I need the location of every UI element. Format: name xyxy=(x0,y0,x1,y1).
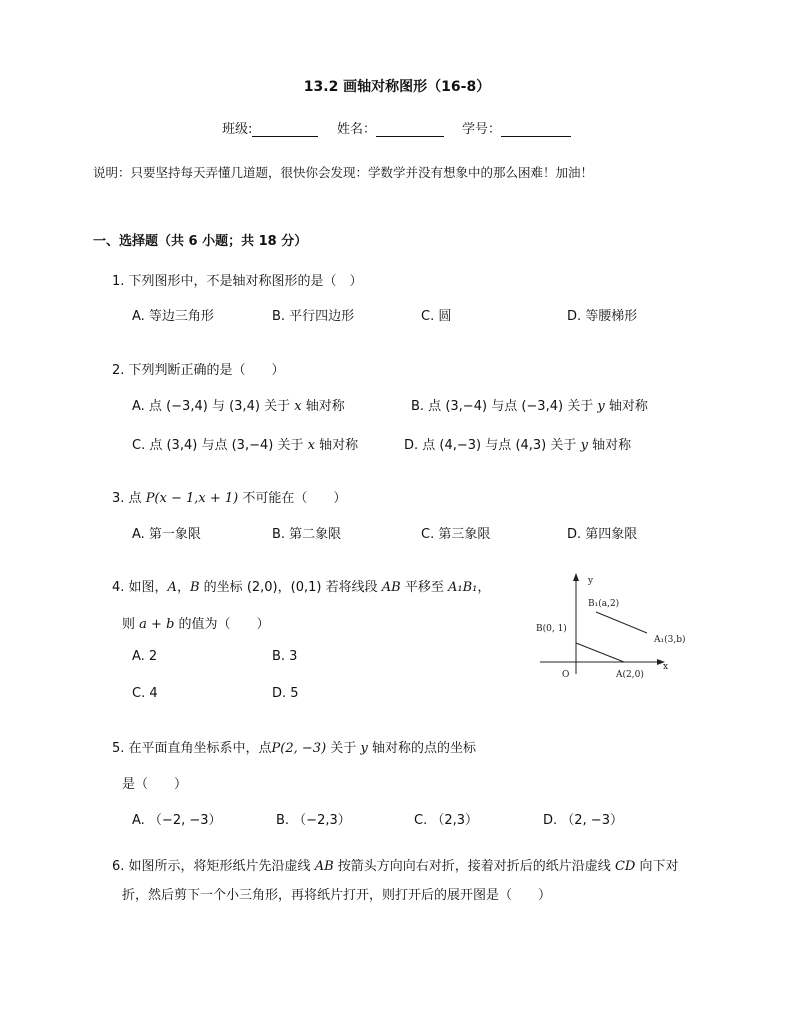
var: AB xyxy=(381,580,401,595)
text: 关于 xyxy=(330,741,357,756)
text: 4. 如图， xyxy=(112,580,168,595)
text: 不可能在（ ） xyxy=(242,491,347,506)
origin-label: O xyxy=(562,670,570,680)
q1-stem: 1. 下列图形中，不是轴对称图形的是（ ） xyxy=(112,274,363,289)
q4-option-a: A. 2 xyxy=(132,649,158,664)
x-axis-label: x xyxy=(663,662,669,672)
page-title: 13.2 画轴对称图形（16-8） xyxy=(303,79,491,95)
text: 与点 xyxy=(201,438,228,453)
text: 若将线段 xyxy=(325,580,378,595)
text: 平移至 xyxy=(404,580,444,595)
text: 向下对 xyxy=(639,859,679,874)
q2-option-d xyxy=(404,434,631,453)
text: ， xyxy=(277,580,291,595)
q2-stem: 2. 下列判断正确的是（ ） xyxy=(112,363,285,378)
coord: (0,1) xyxy=(290,580,322,595)
text: 轴对称的点的坐标 xyxy=(371,741,476,756)
text: 的值为（ ） xyxy=(178,617,270,632)
segment-a1b1 xyxy=(596,612,647,633)
q5-stem-line2: 是（ ） xyxy=(122,777,188,792)
text: 与 xyxy=(211,399,225,414)
coord: (3,4) xyxy=(229,399,260,414)
q2-option-a xyxy=(132,395,345,414)
q4-stem-line2 xyxy=(122,613,270,632)
text: 轴对称 xyxy=(305,399,345,414)
text: 与点 xyxy=(491,399,518,414)
q5-option-a: A. （−2, −3） xyxy=(132,813,222,828)
coordinate-figure xyxy=(530,570,686,685)
var: CD xyxy=(614,859,636,874)
y-axis-arrow xyxy=(573,573,579,581)
q1-option-b: B. 平行四边形 xyxy=(272,309,355,324)
point-a-label: A(2,0) xyxy=(616,670,644,680)
text: ， xyxy=(477,580,491,595)
coord: (3,−4) xyxy=(231,438,274,453)
text: 5. 在平面直角坐标系中，点 xyxy=(112,741,272,756)
q3-stem xyxy=(112,487,346,506)
q4-stem-line1 xyxy=(112,576,490,595)
id-blank xyxy=(501,122,571,137)
axis-var: x xyxy=(294,399,302,414)
q1-option-c: C. 圆 xyxy=(421,309,452,324)
q3-option-d: D. 第四象限 xyxy=(567,527,638,542)
q3-option-a: A. 第一象限 xyxy=(132,527,201,542)
q5-stem-line1 xyxy=(112,737,476,756)
point-b-label: B(0, 1) xyxy=(536,624,567,634)
id-field xyxy=(462,118,571,137)
math-expression: P(x − 1,x + 1) xyxy=(145,491,239,506)
text: A. 点 xyxy=(132,399,162,414)
text: 与点 xyxy=(485,438,512,453)
text: 关于 xyxy=(567,399,594,414)
q5-option-b: B. （−2,3） xyxy=(276,813,351,828)
coord: (2,0) xyxy=(246,580,278,595)
axis-var: y xyxy=(580,438,588,453)
text: 关于 xyxy=(277,438,304,453)
q1-option-a: A. 等边三角形 xyxy=(132,309,214,324)
section-heading: 一、选择题（共 6 小题；共 18 分） xyxy=(93,234,308,249)
text: 关于 xyxy=(550,438,577,453)
q6-stem-line1 xyxy=(112,855,678,874)
name-blank xyxy=(376,122,444,137)
axis-var: y xyxy=(360,741,368,756)
axis-var: x xyxy=(307,438,315,453)
math-expression: a + b xyxy=(139,617,175,632)
var: A xyxy=(167,580,177,595)
math-expression: P(2, −3) xyxy=(271,741,327,756)
text: 6. 如图所示，将矩形纸片先沿虚线 xyxy=(112,859,311,874)
var: A₁B₁ xyxy=(448,580,478,595)
q6-stem-line2: 折，然后剪下一个小三角形，再将纸片打开，则打开后的展开图是（ ） xyxy=(122,888,552,903)
name-label: 姓名： xyxy=(337,122,377,137)
instruction-note: 说明：只要坚持每天弄懂几道题，很快你会发现：学数学并没有想象中的那么困难！加油！ xyxy=(93,165,594,180)
coord: (−3,4) xyxy=(521,399,564,414)
text: 则 xyxy=(122,617,136,632)
class-field xyxy=(222,118,318,137)
q4-option-c: C. 4 xyxy=(132,686,158,701)
var: AB xyxy=(314,859,334,874)
text: 关于 xyxy=(264,399,291,414)
q5-option-d: D. （2, −3） xyxy=(543,813,623,828)
text: 的坐标 xyxy=(203,580,243,595)
text: B. 点 xyxy=(411,399,442,414)
segment-ab xyxy=(576,643,624,662)
coord: (−3,4) xyxy=(166,399,208,414)
q2-option-c xyxy=(132,434,358,453)
coord: (4,3) xyxy=(515,438,547,453)
text: C. 点 xyxy=(132,438,163,453)
q1-option-d: D. 等腰梯形 xyxy=(567,309,638,324)
q4-option-d: D. 5 xyxy=(272,686,299,701)
id-label: 学号： xyxy=(462,122,502,137)
text: D. 点 xyxy=(404,438,436,453)
coord: (3,4) xyxy=(166,438,198,453)
text: 轴对称 xyxy=(608,399,648,414)
q3-option-c: C. 第三象限 xyxy=(421,527,491,542)
point-b1-label: B₁(a,2) xyxy=(588,599,620,609)
coord: (3,−4) xyxy=(445,399,488,414)
class-label: 班级: xyxy=(222,122,253,137)
axis-var: y xyxy=(597,399,605,414)
name-field xyxy=(337,118,444,137)
text: 3. 点 xyxy=(112,491,142,506)
q5-option-c: C. （2,3） xyxy=(414,813,479,828)
q4-option-b: B. 3 xyxy=(272,649,298,664)
y-axis-label: y xyxy=(588,576,594,586)
var: B xyxy=(189,580,200,595)
coord: (4,−3) xyxy=(439,438,482,453)
q3-option-b: B. 第二象限 xyxy=(272,527,342,542)
class-blank xyxy=(252,122,318,137)
text: ， xyxy=(176,580,190,595)
text: 轴对称 xyxy=(319,438,359,453)
text: 轴对称 xyxy=(592,438,632,453)
point-a1-label: A₁(3,b) xyxy=(654,635,686,645)
q2-option-b xyxy=(411,395,648,414)
text: 按箭头方向向右对折，接着对折后的纸片沿虚线 xyxy=(337,859,611,874)
